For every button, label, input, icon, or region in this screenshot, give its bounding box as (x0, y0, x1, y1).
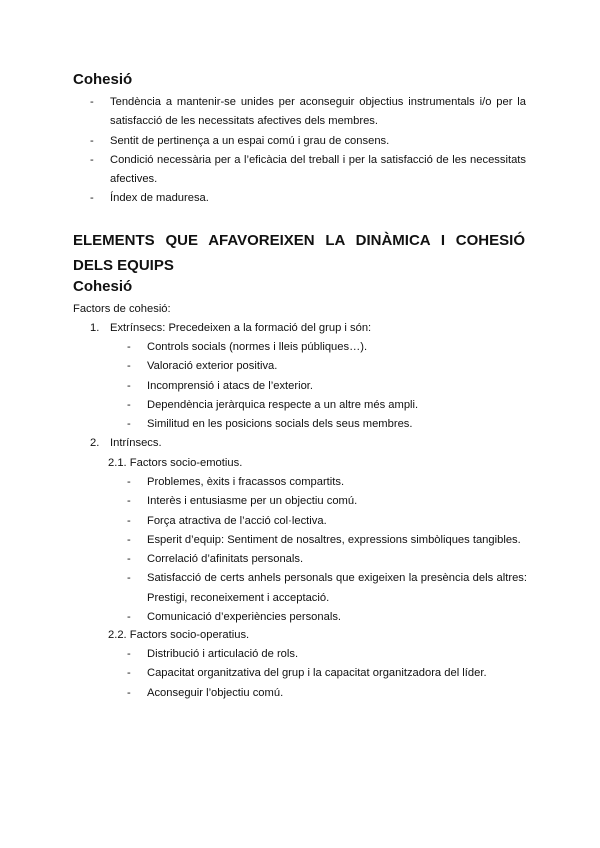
list-item: - Esperit d’equip: Sentiment de nosaltres, expressions simbòliques tangibles. (127, 533, 521, 546)
socio-emotional-list (127, 473, 527, 627)
section-heading-cohesio: Cohesió (73, 71, 133, 88)
factor-2-heading (90, 434, 162, 453)
section-title: ELEMENTS QUE AFAVOREIXEN LA DINÀMICA I COHESIÓ DELS EQUIPS (73, 232, 525, 274)
list-item: - Aconseguir l’objectiu comú. (127, 686, 284, 699)
list-item: - Capacitat organitzativa del grup i la capacitat organitzadora del líder. (127, 667, 487, 680)
factor-1-label: Extrínsecs: Precedeixen a la formació del grup i són: (110, 322, 372, 334)
list-item: - Força atractiva de l’acció col·lectiva. (127, 514, 327, 527)
factor-2-number: 2. (90, 437, 100, 449)
list-item: - Valoració exterior positiva. (127, 360, 278, 373)
list-item: - Problemes, èxits i fracassos compartits. (127, 476, 345, 488)
list-item: - Índex de maduresa. (90, 192, 209, 205)
factor-1-number: 1. (90, 322, 100, 334)
list-item: - Satisfacció de certs anhels personals que exigeixen la presència dels altres: Prestigi, reconeixement i acceptació. (127, 572, 527, 604)
extrinsic-factors-list (127, 338, 527, 434)
factors-intro: Factors de cohesió: (73, 303, 171, 315)
list-item: - Incomprensió i atacs de l’exterior. (127, 379, 314, 392)
socio-operative-heading: 2.2. Factors socio-operatius. (108, 629, 250, 641)
list-item: - Sentit de pertinença a un espai comú i grau de consens. (90, 134, 390, 147)
list-item: - Dependència jeràrquica respecte a un altre més ampli. (127, 398, 419, 411)
socio-operative-list (127, 645, 527, 703)
list-item: - Tendència a mantenir-se unides per aconseguir objectius instrumentals i/o per la satisfacció de les necessitats afectives dels membres. (90, 96, 526, 128)
section-subheading-cohesio: Cohesió (73, 278, 133, 295)
cohesion-definition-list (90, 93, 526, 209)
list-item: - Correlació d’afinitats personals. (127, 553, 304, 566)
list-item: - Distribució i articulació de rols. (127, 648, 299, 660)
factor-1-heading (90, 319, 371, 338)
factor-2-label: Intrínsecs. (110, 437, 162, 449)
list-item: - Interès i entusiasme per un objectiu comú. (127, 495, 358, 508)
list-item: - Similitud en les posicions socials dels seus membres. (127, 418, 413, 431)
list-item: - Comunicació d’experiències personals. (127, 611, 342, 624)
list-item: - Controls socials (normes i lleis públiques…). (127, 341, 368, 353)
socio-emotional-heading: 2.1. Factors socio-emotius. (108, 457, 243, 469)
list-item: - Condició necessària per a l’eficàcia del treball i per la satisfacció de les necessitats afectives. (90, 153, 526, 186)
